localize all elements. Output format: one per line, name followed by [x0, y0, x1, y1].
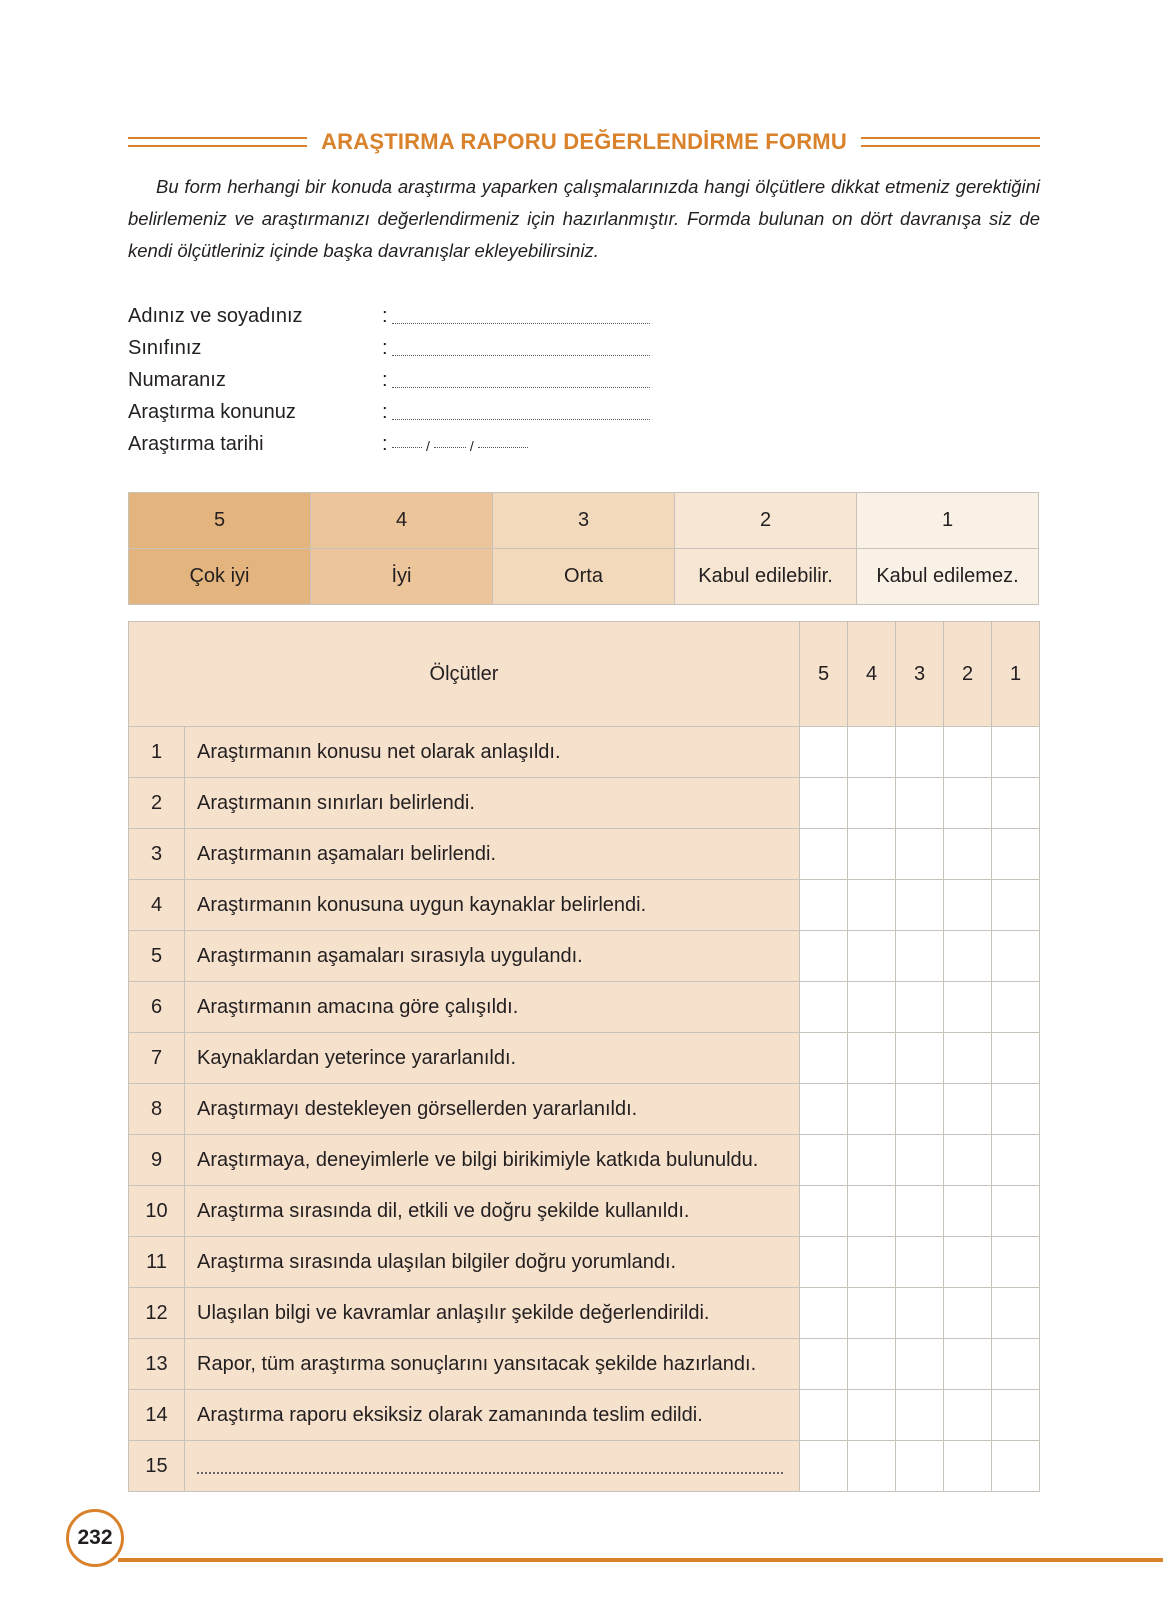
score-cell[interactable] [800, 1441, 848, 1492]
criteria-number: 14 [129, 1390, 185, 1441]
score-cell[interactable] [848, 1135, 896, 1186]
criteria-text: Araştırma raporu eksiksiz olarak zamanında teslim edildi. [185, 1390, 800, 1441]
scale-score: 1 [857, 493, 1039, 549]
criteria-number: 7 [129, 1033, 185, 1084]
criteria-number: 11 [129, 1237, 185, 1288]
score-header: 4 [848, 622, 896, 727]
colon: : [382, 304, 388, 327]
form-title: ARAŞTIRMA RAPORU DEĞERLENDİRME FORMU [321, 129, 847, 154]
score-cell[interactable] [992, 1084, 1040, 1135]
criteria-row [129, 1441, 1040, 1492]
title-rule-left [128, 137, 307, 147]
number-label: Numaranız [128, 368, 226, 391]
number-field[interactable] [392, 373, 650, 388]
score-cell[interactable] [848, 1441, 896, 1492]
date-row [128, 428, 728, 460]
date-field[interactable] [392, 435, 528, 454]
scale-score: 4 [311, 493, 493, 549]
criteria-row [129, 829, 1040, 880]
criteria-row [129, 931, 1040, 982]
criteria-text: Araştırmayı destekleyen görsellerden yararlanıldı. [185, 1084, 800, 1135]
criteria-text: Kaynaklardan yeterince yararlanıldı. [185, 1033, 800, 1084]
criteria-row [129, 778, 1040, 829]
score-cell[interactable] [800, 1390, 848, 1441]
score-cell[interactable] [848, 1288, 896, 1339]
criteria-number: 5 [129, 931, 185, 982]
form-title-row [128, 122, 1040, 162]
score-cell[interactable] [992, 1237, 1040, 1288]
score-cell[interactable] [992, 1339, 1040, 1390]
criteria-text: Araştırmanın konusuna uygun kaynaklar belirlendi. [185, 880, 800, 931]
scale-label: Kabul edilebilir. [675, 549, 857, 605]
criteria-row [129, 1135, 1040, 1186]
score-cell[interactable] [944, 1084, 992, 1135]
topic-field[interactable] [392, 405, 650, 420]
score-cell[interactable] [896, 1441, 944, 1492]
score-cell[interactable] [848, 931, 896, 982]
criteria-number: 4 [129, 880, 185, 931]
score-cell[interactable] [992, 1288, 1040, 1339]
date-separator: / [426, 437, 430, 454]
score-cell[interactable] [800, 727, 848, 778]
date-year[interactable] [478, 435, 528, 448]
score-cell[interactable] [944, 880, 992, 931]
score-cell[interactable] [992, 829, 1040, 880]
date-month[interactable] [434, 435, 466, 448]
class-label: Sınıfınız [128, 336, 202, 359]
criteria-text: Araştırmanın konusu net olarak anlaşıldı. [185, 727, 800, 778]
score-cell[interactable] [992, 880, 1040, 931]
criteria-row [129, 1186, 1040, 1237]
score-cell[interactable] [944, 1441, 992, 1492]
score-header: 1 [992, 622, 1040, 727]
score-cell[interactable] [896, 1390, 944, 1441]
criteria-header: Ölçütler [129, 622, 800, 727]
score-cell[interactable] [800, 1186, 848, 1237]
score-cell[interactable] [896, 829, 944, 880]
name-field[interactable] [392, 309, 650, 324]
score-cell[interactable] [992, 1441, 1040, 1492]
colon: : [382, 400, 388, 423]
footer-rule [118, 1558, 1163, 1562]
score-cell[interactable] [896, 778, 944, 829]
criteria-row [129, 1390, 1040, 1441]
score-cell[interactable] [800, 1135, 848, 1186]
title-rule-right [861, 137, 1040, 147]
criteria-number: 3 [129, 829, 185, 880]
score-cell[interactable] [992, 982, 1040, 1033]
name-row [128, 300, 728, 332]
criteria-number: 12 [129, 1288, 185, 1339]
topic-label: Araştırma konunuz [128, 400, 296, 423]
score-cell[interactable] [848, 778, 896, 829]
criteria-number: 8 [129, 1084, 185, 1135]
colon: : [382, 432, 388, 455]
score-cell[interactable] [848, 880, 896, 931]
score-cell[interactable] [944, 1135, 992, 1186]
score-cell[interactable] [896, 727, 944, 778]
score-cell[interactable] [848, 1084, 896, 1135]
score-cell[interactable] [944, 1033, 992, 1084]
score-cell[interactable] [848, 829, 896, 880]
criteria-row [129, 1339, 1040, 1390]
score-cell[interactable] [896, 1288, 944, 1339]
date-separator: / [469, 437, 474, 454]
score-cell[interactable] [800, 982, 848, 1033]
scale-score: 5 [129, 493, 311, 549]
score-cell[interactable] [848, 1237, 896, 1288]
scale-label: Çok iyi [129, 549, 311, 605]
criteria-blank [185, 1441, 800, 1492]
class-row [128, 332, 728, 364]
scale-score: 2 [675, 493, 857, 549]
score-cell[interactable] [896, 1237, 944, 1288]
score-cell[interactable] [992, 931, 1040, 982]
criteria-row [129, 982, 1040, 1033]
date-label: Araştırma tarihi [128, 432, 264, 455]
criteria-number: 6 [129, 982, 185, 1033]
criteria-row [129, 1084, 1040, 1135]
criteria-row [129, 727, 1040, 778]
criteria-table [128, 621, 1040, 1492]
score-cell[interactable] [944, 1186, 992, 1237]
criteria-text: Araştırmanın aşamaları sırasıyla uygulandı. [185, 931, 800, 982]
score-cell[interactable] [848, 727, 896, 778]
score-header: 3 [896, 622, 944, 727]
criteria-text: Rapor, tüm araştırma sonuçlarını yansıtacak şekilde hazırlandı. [185, 1339, 800, 1390]
page-number: 232 [66, 1509, 124, 1567]
score-cell[interactable] [800, 1237, 848, 1288]
scale-score: 3 [493, 493, 675, 549]
criteria-text: Araştırma sırasında dil, etkili ve doğru şekilde kullanıldı. [185, 1186, 800, 1237]
score-cell[interactable] [848, 1339, 896, 1390]
criteria-number: 9 [129, 1135, 185, 1186]
criteria-text: Araştırmaya, deneyimlerle ve bilgi birikimiyle katkıda bulunuldu. [185, 1135, 800, 1186]
criteria-row [129, 1033, 1040, 1084]
score-cell[interactable] [944, 1339, 992, 1390]
score-cell[interactable] [896, 1084, 944, 1135]
score-cell[interactable] [992, 1135, 1040, 1186]
score-cell[interactable] [896, 880, 944, 931]
score-cell[interactable] [944, 982, 992, 1033]
score-cell[interactable] [800, 880, 848, 931]
criteria-row [129, 880, 1040, 931]
score-cell[interactable] [800, 1033, 848, 1084]
date-day[interactable] [392, 435, 422, 448]
criteria-text: Araştırmanın amacına göre çalışıldı. [185, 982, 800, 1033]
score-header: 5 [800, 622, 848, 727]
score-cell[interactable] [944, 727, 992, 778]
score-cell[interactable] [848, 1186, 896, 1237]
score-cell[interactable] [800, 1084, 848, 1135]
score-cell[interactable] [848, 1390, 896, 1441]
topic-row [128, 396, 728, 428]
score-cell[interactable] [800, 931, 848, 982]
score-cell[interactable] [800, 778, 848, 829]
student-info [128, 300, 728, 460]
criteria-number: 13 [129, 1339, 185, 1390]
score-header: 2 [944, 622, 992, 727]
name-label: Adınız ve soyadınız [128, 304, 303, 327]
criteria-text: Ulaşılan bilgi ve kavramlar anlaşılır şekilde değerlendirildi. [185, 1288, 800, 1339]
score-cell[interactable] [992, 1390, 1040, 1441]
score-cell[interactable] [896, 982, 944, 1033]
score-cell[interactable] [896, 1186, 944, 1237]
criteria-header-row [129, 622, 1040, 727]
score-cell[interactable] [944, 829, 992, 880]
criteria-number: 1 [129, 727, 185, 778]
criteria-number: 15 [129, 1441, 185, 1492]
scale-label: İyi [311, 549, 493, 605]
scale-label: Kabul edilemez. [857, 549, 1039, 605]
criteria-text: Araştırmanın sınırları belirlendi. [185, 778, 800, 829]
score-cell[interactable] [992, 727, 1040, 778]
scale-labels-row [129, 549, 1039, 605]
colon: : [382, 368, 388, 391]
score-cell[interactable] [896, 931, 944, 982]
class-field[interactable] [392, 341, 650, 356]
criteria-number: 2 [129, 778, 185, 829]
score-cell[interactable] [848, 1033, 896, 1084]
criteria-text: Araştırmanın aşamaları belirlendi. [185, 829, 800, 880]
scale-scores-row [129, 493, 1039, 549]
score-cell[interactable] [848, 982, 896, 1033]
score-cell[interactable] [800, 829, 848, 880]
criteria-row [129, 1288, 1040, 1339]
score-cell[interactable] [944, 1390, 992, 1441]
score-cell[interactable] [992, 778, 1040, 829]
score-cell[interactable] [896, 1033, 944, 1084]
score-cell[interactable] [896, 1339, 944, 1390]
score-cell[interactable] [944, 931, 992, 982]
score-cell[interactable] [944, 1288, 992, 1339]
criteria-text: Araştırma sırasında ulaşılan bilgiler doğru yorumlandı. [185, 1237, 800, 1288]
score-cell[interactable] [800, 1288, 848, 1339]
blank-criteria-field[interactable] [197, 1458, 783, 1474]
colon: : [382, 336, 388, 359]
score-cell[interactable] [992, 1186, 1040, 1237]
score-cell[interactable] [800, 1339, 848, 1390]
score-cell[interactable] [944, 778, 992, 829]
number-row [128, 364, 728, 396]
intro-paragraph: Bu form herhangi bir konuda araştırma yaparken çalışmalarınızda hangi ölçütlere dikkat etmeniz gerektiğini belirlemeniz ve araştırmanızı değerlendirmeniz için hazırlanmıştır. Formda bulunan on dört davranışa siz de kendi ölçütleriniz içinde başka davranışlar ekleyebilirsiniz. [128, 176, 1040, 261]
rating-scale-table [128, 492, 1039, 605]
criteria-number: 10 [129, 1186, 185, 1237]
score-cell[interactable] [992, 1033, 1040, 1084]
score-cell[interactable] [896, 1135, 944, 1186]
score-cell[interactable] [944, 1237, 992, 1288]
criteria-row [129, 1237, 1040, 1288]
scale-label: Orta [493, 549, 675, 605]
